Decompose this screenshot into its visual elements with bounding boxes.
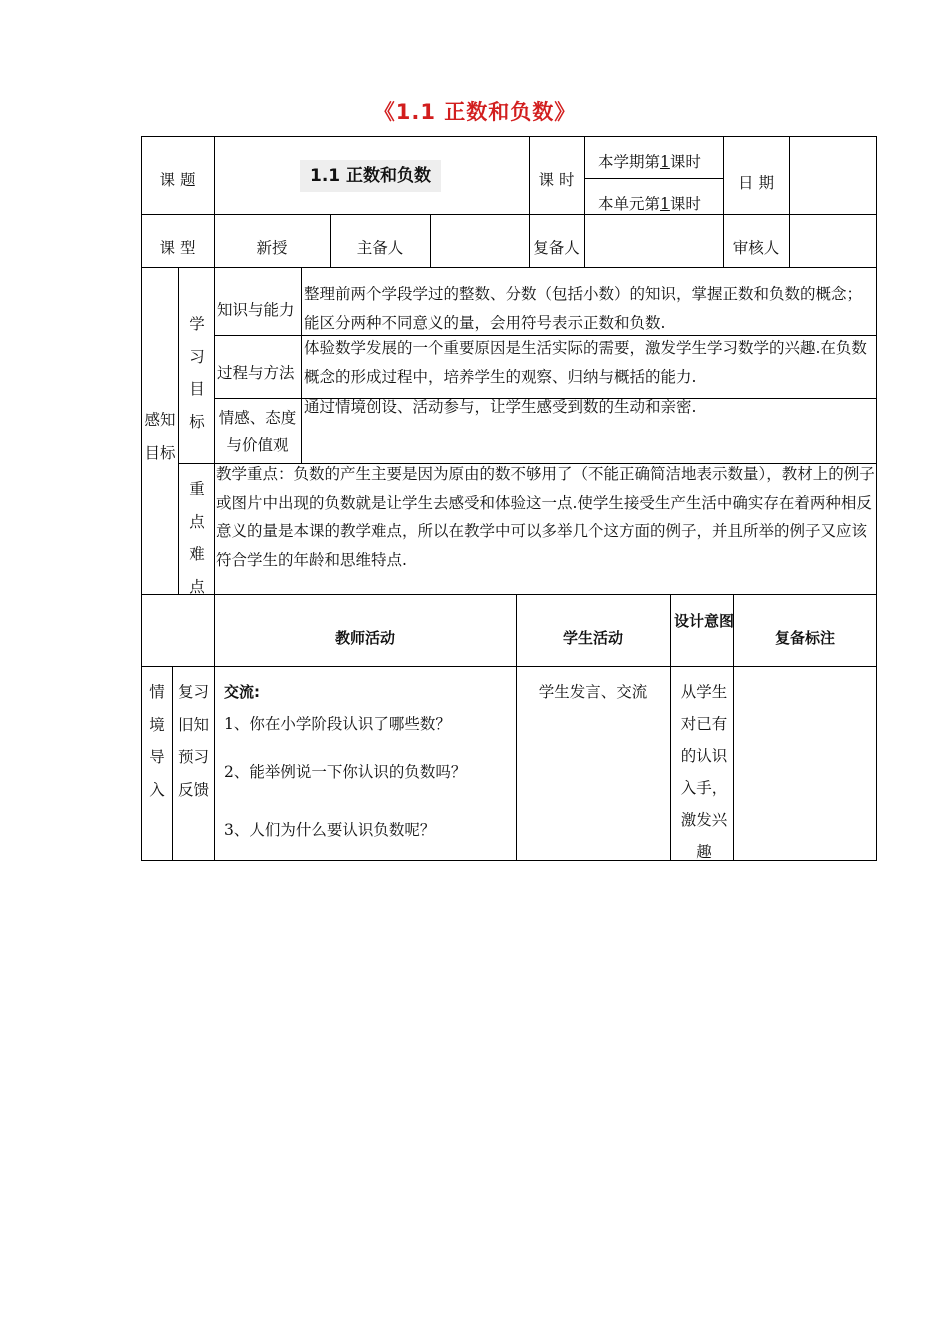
type-value: 新授 — [256, 239, 288, 257]
col-notes: 复备标注 — [774, 629, 835, 647]
col-divider — [584, 136, 585, 267]
col-teacher: 教师活动 — [334, 629, 395, 647]
question-1: 1、你在小学阶段认识了哪些数？ — [224, 715, 451, 733]
col-divider — [670, 594, 671, 861]
knowledge-text: 整理前两个学段学过的整数、分数（包括小数）的知识，掌握正数和负数的概念；能区分两种不同意义的量，会用符号表示正数和负数. — [304, 285, 863, 332]
row-divider — [141, 666, 877, 667]
stage-label: 情境导入 — [149, 683, 165, 799]
emotion-label: 情感、态度与价值观 — [218, 409, 297, 454]
date-label: 日 期 — [738, 174, 774, 192]
col-divider — [301, 267, 302, 463]
process-text: 体验数学发展的一个重要原因是生活实际的需要，激发学生学习数学的兴趣.在负数概念的形成过程中，培养学生的观察、归纳与概括的能力. — [304, 339, 867, 386]
col-student: 学生活动 — [562, 629, 623, 647]
sub-stage-label: 复习旧知预习反馈 — [177, 683, 209, 799]
perception-goals-label: 感知目标 — [144, 411, 176, 462]
student-activity-text: 学生发言、交流 — [538, 683, 648, 701]
col-divider — [789, 136, 790, 267]
col-design: 设计意图 — [674, 612, 735, 630]
co-preparer-label: 复备人 — [533, 239, 580, 257]
design-intent-text: 从学生对已有的认识入手，激发兴趣 — [680, 683, 728, 861]
row-divider — [584, 178, 723, 179]
row-divider — [141, 214, 877, 215]
topic-label: 课 题 — [159, 171, 196, 189]
question-2: 2、能举例说一下你认识的负数吗？ — [224, 763, 467, 781]
key-difficult-label: 重点难点 — [189, 480, 205, 596]
emotion-text: 通过情境创设、活动参与，让学生感受到数的生动和亲密. — [304, 398, 697, 416]
col-divider — [430, 214, 431, 267]
key-difficult-text: 教学重点：负数的产生主要是因为原由的数不够用了（不能正确简洁地表示数量），教材上的例子或图片中出现的负数就是让学生去感受和体验这一点.使学生接受生产生活中确实存在着两种相反意义的量是本课的教学难点，所以在教学中可以多举几个这方面的例子，并且所举的例子又应该符合学生的年龄和思维特点. — [216, 465, 875, 569]
study-goals-label: 学习目标 — [189, 315, 205, 431]
col-divider — [172, 666, 173, 861]
col-divider — [178, 267, 179, 595]
row-divider — [141, 267, 877, 268]
knowledge-label: 知识与能力 — [217, 301, 295, 319]
question-3: 3、人们为什么要认识负数呢？ — [224, 821, 436, 839]
reviewer-label: 审核人 — [732, 239, 780, 257]
document-title: 《1.1 正数和负数》 — [373, 100, 577, 124]
hours-label: 课 时 — [538, 171, 575, 189]
hours-unit: 本单元第1课时 — [598, 195, 701, 213]
topic-value: 1.1 正数和负数 — [300, 160, 441, 192]
type-label: 课 型 — [159, 239, 196, 257]
teacher-heading: 交流: — [224, 683, 260, 701]
lead-preparer-label: 主备人 — [356, 239, 404, 257]
process-label: 过程与方法 — [217, 364, 295, 382]
hours-term: 本学期第1课时 — [598, 153, 701, 171]
